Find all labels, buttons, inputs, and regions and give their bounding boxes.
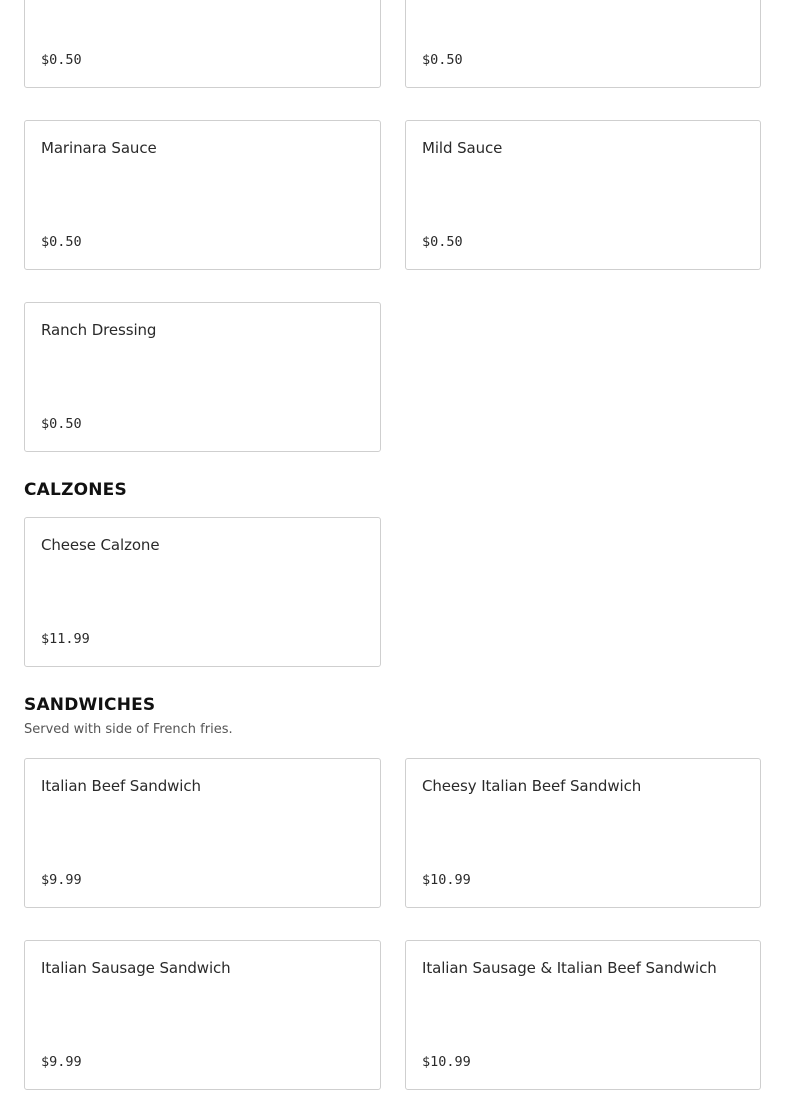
menu-item-name: Italian Sausage Sandwich: [41, 959, 231, 977]
menu-item-name: Italian Beef Sandwich: [41, 777, 201, 795]
sandwiches-grid: [24, 758, 761, 1090]
menu-item-price: $9.99: [41, 872, 82, 888]
menu-item-name: Cheese Calzone: [41, 536, 160, 554]
menu-item-price: $0.50: [41, 416, 82, 432]
section-spacer: [24, 500, 761, 517]
menu-item-card[interactable]: [405, 758, 761, 908]
section-description: Served with side of French fries.: [24, 722, 233, 737]
menu-item-price: $0.50: [41, 52, 82, 68]
section-title-sandwiches: SANDWICHES: [24, 695, 156, 715]
menu-item-card[interactable]: [405, 0, 761, 88]
menu-item-card[interactable]: [24, 940, 381, 1090]
menu-item-name: Mild Sauce: [422, 139, 503, 157]
menu-item-card[interactable]: [24, 758, 381, 908]
menu-item-name: Marinara Sauce: [41, 139, 157, 157]
menu-item-price: $0.50: [422, 52, 463, 68]
menu-item-card[interactable]: [24, 517, 381, 667]
menu-item-name: Ranch Dressing: [41, 321, 157, 339]
menu-item-card[interactable]: [24, 120, 381, 270]
menu-item-price: $10.99: [422, 872, 471, 888]
calzones-grid: [24, 517, 761, 667]
menu-item-price: $10.99: [422, 1054, 471, 1070]
menu-item-price: $9.99: [41, 1054, 82, 1070]
menu-item-card[interactable]: [24, 0, 381, 88]
section-spacer: [24, 452, 761, 480]
menu-item-name: Italian Sausage & Italian Beef Sandwich: [422, 959, 717, 977]
menu-item-card[interactable]: [24, 302, 381, 452]
menu-item-name: Cheesy Italian Beef Sandwich: [422, 777, 642, 795]
section-spacer: [24, 667, 761, 695]
menu-content: [24, 0, 761, 1090]
menu-item-card[interactable]: [405, 120, 761, 270]
menu-item-price: $0.50: [41, 234, 82, 250]
menu-item-card[interactable]: [405, 940, 761, 1090]
section-title-calzones: CALZONES: [24, 480, 127, 500]
menu-item-price: $11.99: [41, 631, 90, 647]
menu-item-price: $0.50: [422, 234, 463, 250]
section-spacer: [24, 739, 761, 758]
sauces-grid: [24, 0, 761, 452]
